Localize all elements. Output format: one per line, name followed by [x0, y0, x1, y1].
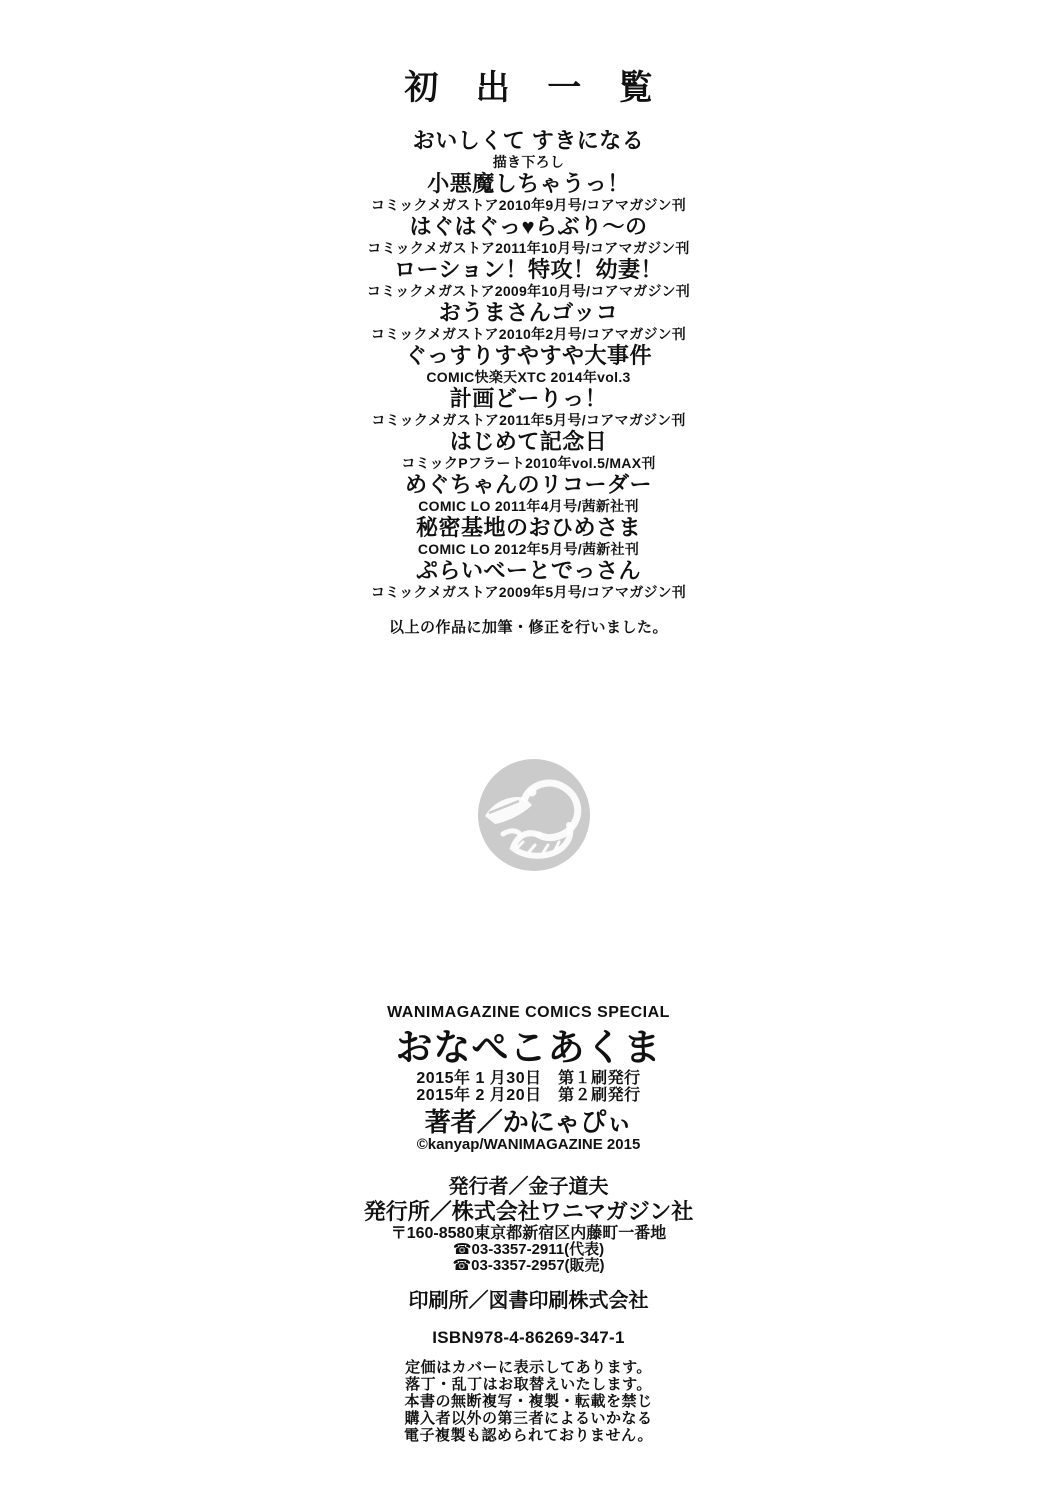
work-title: おいしくて すきになる	[412, 128, 645, 153]
work-source: COMIC快楽天XTC 2014年vol.3	[426, 369, 631, 385]
work-source: COMIC LO 2011年4月号/茜新社刊	[418, 498, 639, 514]
work-item	[0, 171, 1057, 213]
work-title: ぷらいべーとでっさん	[415, 558, 641, 583]
work-item	[0, 515, 1057, 557]
work-title: 計画どーりっ！	[449, 386, 608, 411]
publisher-address: 〒160-8580東京都新宿区内藤町一番地	[390, 1225, 667, 1242]
work-title: はぐはぐっ♥らぶり～の	[409, 214, 648, 239]
author-line: 著者／かにゃぴぃ	[424, 1107, 633, 1137]
work-title: めぐちゃんのリコーダー	[404, 472, 653, 497]
work-item	[0, 300, 1057, 342]
text-line: 購入者以外の第三者によるいかなる	[404, 1410, 653, 1427]
work-item	[0, 472, 1057, 514]
phone-sales: ☎03-3357-2957(販売)	[452, 1257, 605, 1274]
crocodile-logo-graphic	[475, 756, 593, 874]
colophon-section	[0, 1004, 1057, 1444]
publisher-company-line: 発行所／株式会社ワニマガジン社	[363, 1199, 694, 1224]
text-line: 定価はカバーに表示してあります。	[405, 1359, 652, 1376]
work-source: コミックメガストア2011年10月号/コアマガジン刊	[367, 240, 690, 256]
series-label: WANIMAGAZINE COMICS SPECIAL	[387, 1004, 670, 1021]
copyright-line: ©kanyap/WANIMAGAZINE 2015	[416, 1136, 641, 1153]
phone-main: ☎03-3357-2911(代表)	[452, 1241, 605, 1258]
revision-note: 以上の作品に加筆・修正を行いました。	[388, 619, 668, 636]
work-item	[0, 128, 1057, 170]
work-item	[0, 343, 1057, 385]
text-line: 落丁・乱丁はお取替えいたします。	[405, 1376, 652, 1393]
first-publication-section	[0, 68, 1057, 652]
work-source: コミックメガストア2011年5月号/コアマガジン刊	[371, 412, 686, 428]
work-item	[0, 558, 1057, 600]
work-title: はじめて記念日	[449, 429, 608, 454]
page-title: 初 出 一 覧	[404, 69, 667, 107]
works-list	[0, 128, 1057, 600]
text-line: 電子複製も認められておりません。	[404, 1427, 653, 1444]
wanimagazine-crocodile-logo-watermark	[475, 756, 593, 874]
work-item	[0, 257, 1057, 299]
work-title: おうまさんゴッコ	[438, 300, 619, 325]
work-source: コミックメガストア2010年9月号/コアマガジン刊	[370, 197, 687, 213]
work-source: COMIC LO 2012年5月号/茜新社刊	[417, 541, 640, 557]
work-title: 秘密基地のおひめさま	[415, 515, 641, 540]
work-item	[0, 214, 1057, 256]
text-line: 本書の無断複写・複製・転載を禁じ	[404, 1393, 653, 1410]
work-source: コミックメガストア2009年5月号/コアマガジン刊	[370, 584, 687, 600]
text-line: 2015年 1 月30日 第１刷発行	[416, 1070, 641, 1087]
printing-history	[0, 1070, 1057, 1104]
work-source: コミックメガストア2010年2月号/コアマガジン刊	[370, 326, 687, 342]
work-item	[0, 429, 1057, 471]
legal-notices	[0, 1359, 1057, 1444]
work-source: 描き下ろし	[492, 154, 565, 170]
work-title: 小悪魔しちゃうっ！	[427, 171, 630, 196]
publisher-person-line: 発行者／金子道夫	[448, 1176, 609, 1198]
book-title: おなぺこあくま	[395, 1027, 662, 1068]
text-line: 2015年 2 月20日 第２刷発行	[416, 1087, 641, 1104]
printer-line: 印刷所／図書印刷株式会社	[408, 1290, 649, 1312]
work-source: コミックメガストア2009年10月号/コアマガジン刊	[366, 283, 691, 299]
isbn-line: ISBN978-4-86269-347-1	[432, 1328, 625, 1347]
work-source: コミックPフラート2010年vol.5/MAX刊	[401, 455, 656, 471]
work-title: ローション！特攻！幼妻！	[393, 257, 664, 282]
work-item	[0, 386, 1057, 428]
work-title: ぐっすりすやすや大事件	[404, 343, 653, 368]
